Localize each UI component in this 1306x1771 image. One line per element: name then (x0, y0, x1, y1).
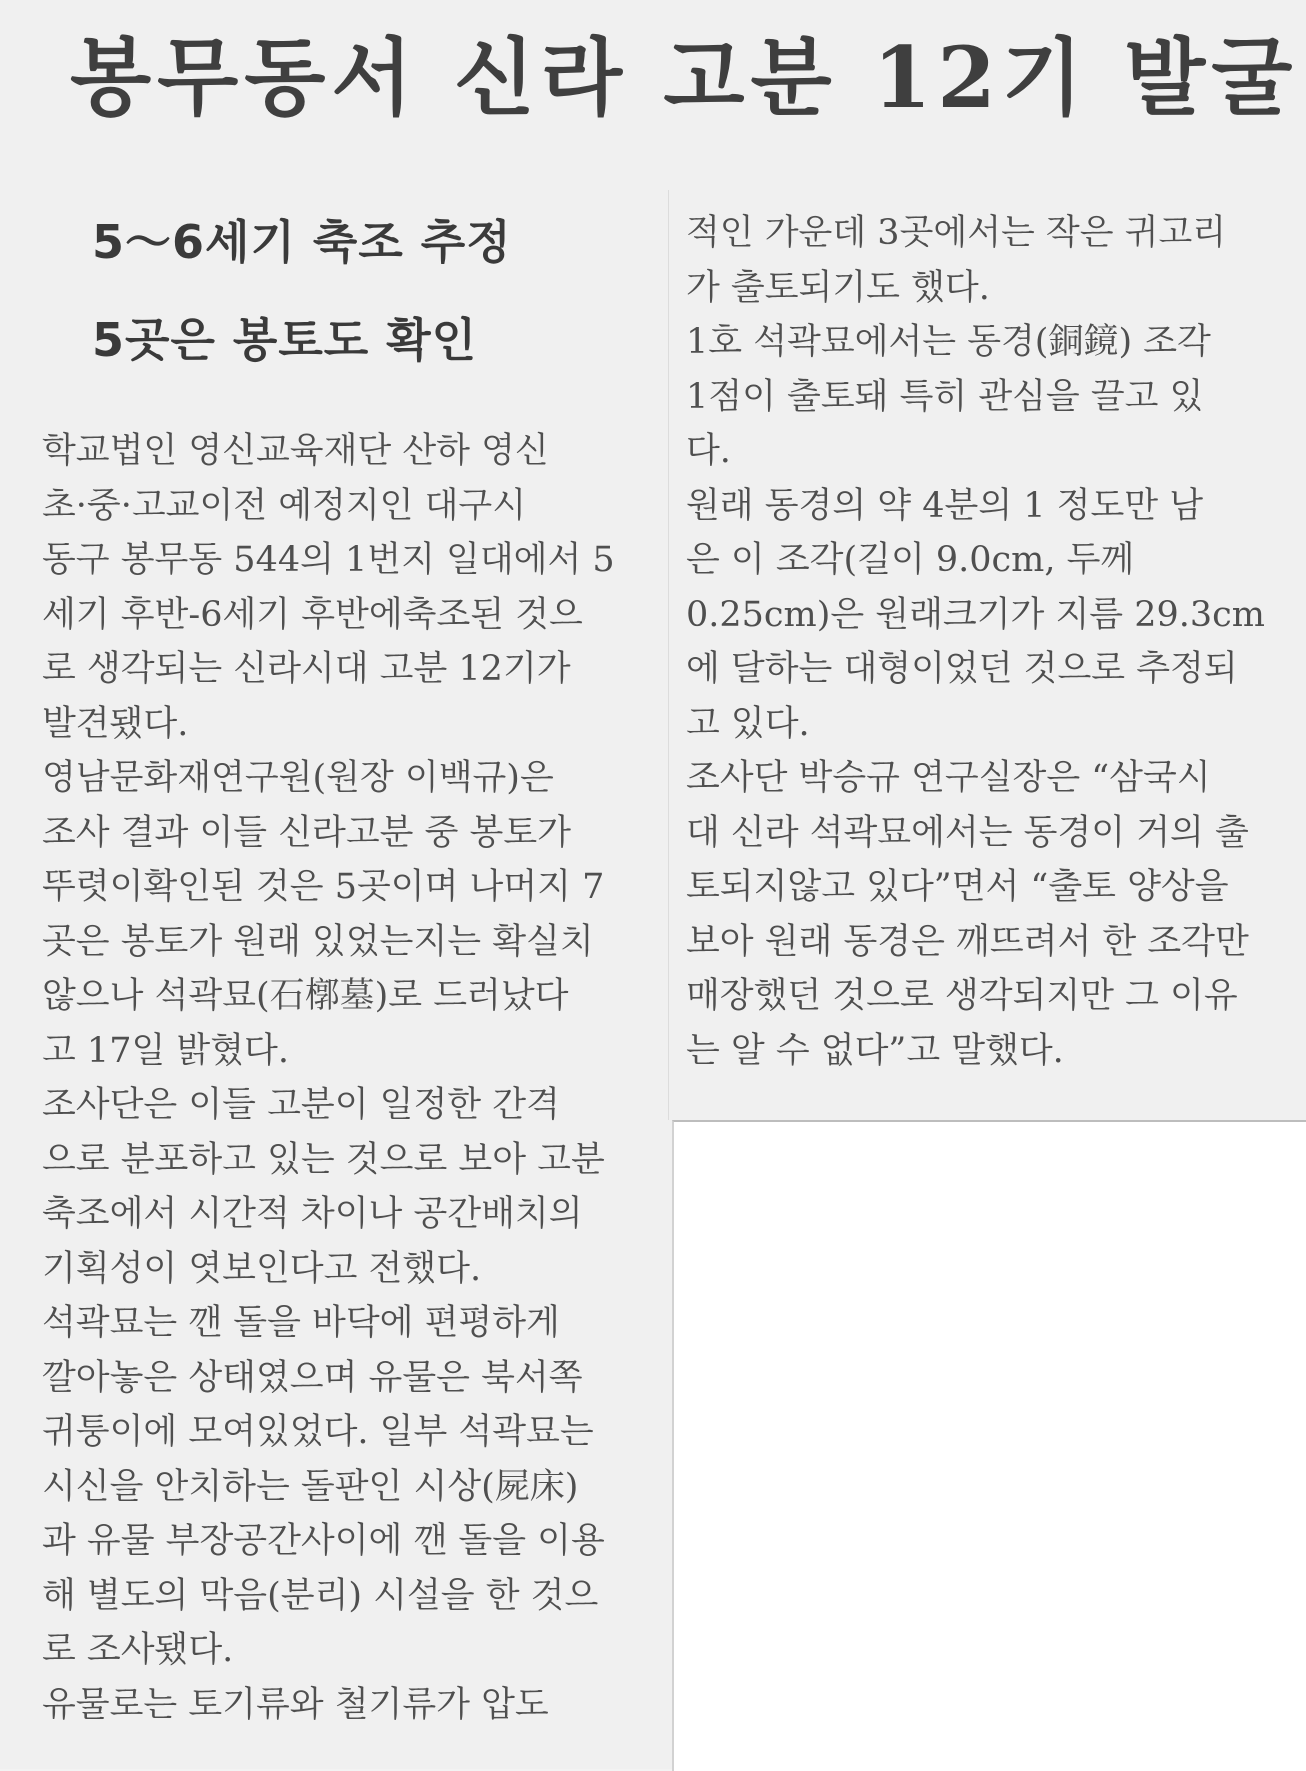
text-line: 보아 원래 동경은 깨뜨려서 한 조각만 (686, 921, 1249, 962)
text-line: 축조에서 시간적 차이나 공간배치의 (42, 1194, 583, 1234)
text-line: 학교법인 영신교육재단 산하 영신 (42, 431, 549, 471)
text-line: 해 별도의 막음(분리) 시설을 한 것으 (42, 1575, 599, 1616)
text-line: 토되지않고 있다”면서 “출토 양상을 (686, 867, 1229, 907)
text-line: 로 생각되는 신라시대 고분 12기가 (42, 649, 571, 689)
text-line: 조사 결과 이들 신라고분 중 봉토가 (42, 812, 571, 853)
text-line: 세기 후반-6세기 후반에축조된 것으 (42, 594, 583, 635)
text-line: 고 있다. (686, 703, 810, 744)
text-line: 석곽묘는 깬 돌을 바닥에 편평하게 (42, 1303, 560, 1343)
text-line: 뚜렷이확인된 것은 5곳이며 나머지 7 (42, 867, 605, 907)
right-column (686, 206, 1265, 1078)
text-line: 다. (686, 431, 731, 471)
text-line: 로 조사됐다. (42, 1630, 234, 1670)
text-line: 유물로는 토기류와 철기류가 압도 (42, 1684, 549, 1725)
text-line: 1점이 출토돼 특히 관심을 끌고 있 (686, 376, 1204, 417)
text-line: 적인 가운데 3곳에서는 작은 귀고리 (686, 213, 1227, 253)
text-line: 초·중·고교이전 예정지인 대구시 (42, 485, 527, 526)
text-line: 고 17일 밝혔다. (42, 1030, 289, 1071)
text-line: 깔아놓은 상태였으며 유물은 북서쪽 (42, 1357, 583, 1398)
text-line: 시신을 안치하는 돌판인 시상(屍床) (42, 1466, 579, 1507)
text-line: 귀퉁이에 모여있었다. 일부 석곽묘는 (42, 1412, 594, 1452)
text-line: 않으나 석곽묘(石槨墓)로 드러났다 (42, 976, 569, 1016)
subhead-2: 5곳은 봉토도 확인 (92, 313, 478, 367)
text-line: 곳은 봉토가 원래 있었는지는 확실치 (42, 921, 594, 962)
text-line: 은 이 조각(길이 9.0cm, 두께 (686, 540, 1135, 580)
text-line: 영남문화재연구원(원장 이백규)은 (42, 758, 554, 798)
text-line: 으로 분포하고 있는 것으로 보아 고분 (42, 1139, 605, 1180)
text-line: 는 알 수 없다”고 말했다. (686, 1030, 1064, 1071)
text-line: 기획성이 엿보인다고 전했다. (42, 1248, 482, 1289)
text-line: 동구 봉무동 544의 1번지 일대에서 5 (42, 540, 615, 580)
text-line: 대 신라 석곽묘에서는 동경이 거의 출 (686, 812, 1249, 853)
column-divider (668, 190, 669, 1120)
text-line: 조사단은 이들 고분이 일정한 간격 (42, 1085, 560, 1125)
text-line: 발견됐다. (42, 703, 189, 744)
text-line: 원래 동경의 약 4분의 1 정도만 남 (686, 485, 1204, 526)
left-column (42, 424, 622, 1732)
text-line: 가 출토되기도 했다. (686, 267, 990, 308)
text-line: 조사단 박승규 연구실장은 “삼국시 (686, 758, 1211, 798)
headline: 봉무동서 신라 고분 12기 발굴 (70, 28, 1299, 127)
text-line: 매장했던 것으로 생각되지만 그 이유 (686, 976, 1238, 1016)
text-line: 에 달하는 대형이었던 것으로 추정되 (686, 649, 1238, 689)
blank-area (672, 1120, 1306, 1771)
text-line: 과 유물 부장공간사이에 깬 돌을 이용 (42, 1521, 605, 1561)
text-line: 0.25cm)은 원래크기가 지름 29.3cm (686, 594, 1265, 635)
subhead-1: 5～6세기 축조 추정 (92, 215, 512, 269)
text-line: 1호 석곽묘에서는 동경(銅鏡) 조각 (686, 322, 1211, 362)
